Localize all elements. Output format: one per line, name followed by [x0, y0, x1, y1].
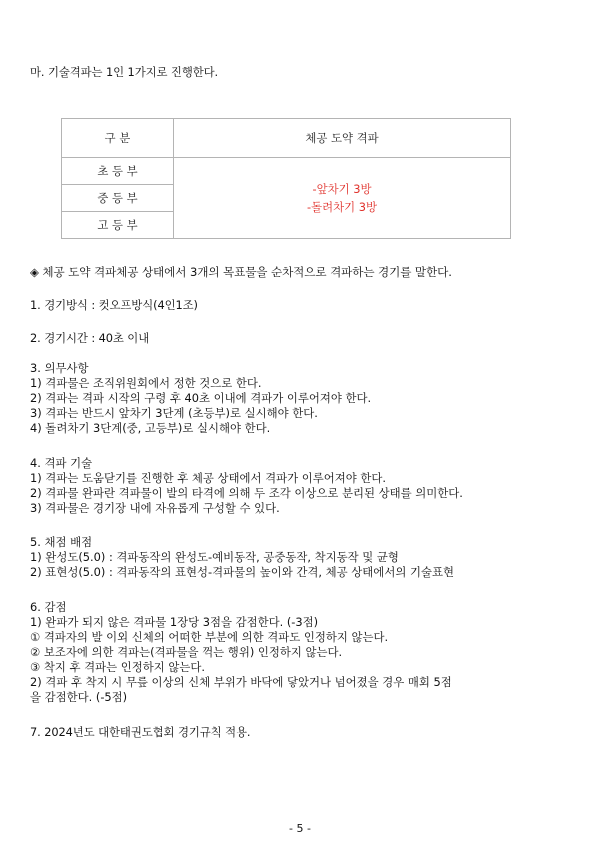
division-middle: 중 등 부 — [62, 185, 174, 212]
technique-title: 4. 격파 기술 — [30, 456, 93, 470]
deduction-item: 을 감점한다. (-5점) — [30, 690, 128, 704]
event-list-cell — [174, 158, 511, 239]
event-table — [61, 118, 511, 239]
technique-item: 1) 격파는 도움닫기를 진행한 후 체공 상태에서 격파가 이루어져야 한다. — [30, 471, 386, 485]
scoring-item: 2) 표현성(5.0) : 격파동작의 표현성-격파물의 높이와 간격, 체공 상태에서의 기술표현 — [30, 565, 454, 579]
deduction-section — [30, 600, 590, 705]
intro-text: 마. 기술격파는 1인 1가지로 진행한다. — [30, 65, 219, 79]
technique-item: 2) 격파물 완파란 격파물이 발의 타격에 의해 두 조각 이상으로 분리된 상태를 의미한다. — [30, 486, 463, 500]
technique-item: 3) 격파물은 경기장 내에 자유롭게 구성할 수 있다. — [30, 501, 280, 515]
header-event: 체공 도약 격파 — [174, 119, 511, 158]
deduction-item: 1) 완파가 되지 않은 격파물 1장당 3점을 감점한다. (-3점) — [30, 615, 319, 629]
time-text: 2. 경기시간 : 40초 이내 — [30, 331, 150, 345]
table-row — [62, 158, 511, 185]
duty-item: 3) 격파는 반드시 앞차기 3단계 (초등부)로 실시해야 한다. — [30, 406, 318, 420]
scoring-section — [30, 535, 590, 580]
technique-section — [30, 456, 590, 516]
division-high: 고 등 부 — [62, 212, 174, 239]
duty-item: 2) 격파는 격파 시작의 구령 후 40초 이내에 격파가 이루어져야 한다. — [30, 391, 372, 405]
summary-text: ◈ 체공 도약 격파체공 상태에서 3개의 목표물을 순차적으로 격파하는 경기를 말한다. — [30, 265, 452, 279]
duties-title: 3. 의무사항 — [30, 361, 89, 375]
event-front-kick: -앞차기 3방 — [312, 182, 372, 196]
table-header-row — [62, 119, 511, 158]
deduction-item: ① 격파자의 발 이외 신체의 어떠한 부분에 의한 격파도 인정하지 않는다. — [30, 630, 389, 644]
division-elementary: 초 등 부 — [62, 158, 174, 185]
header-category: 구 분 — [62, 119, 174, 158]
deduction-title: 6. 감점 — [30, 600, 67, 614]
duty-item: 4) 돌려차기 3단계(중, 고등부)로 실시해야 한다. — [30, 421, 271, 435]
deduction-item: 2) 격파 후 착지 시 무릎 이상의 신체 부위가 바닥에 닿았거나 넘어졌을 경우 매회 5점 — [30, 675, 452, 689]
deduction-item: ③ 착지 후 격파는 인정하지 않는다. — [30, 660, 205, 674]
duty-item: 1) 격파물은 조직위원회에서 정한 것으로 한다. — [30, 376, 262, 390]
event-roundhouse-kick: -돌려차기 3방 — [307, 200, 377, 214]
duties-section — [30, 361, 590, 436]
rule-text: 7. 2024년도 대한태권도협회 경기규칙 적용. — [30, 725, 251, 739]
scoring-title: 5. 채점 배점 — [30, 535, 93, 549]
page-number: - 5 - — [289, 822, 311, 835]
scoring-item: 1) 완성도(5.0) : 격파동작의 완성도-예비동작, 공중동작, 착지동작 및 균형 — [30, 550, 399, 564]
method-text: 1. 경기방식 : 컷오프방식(4인1조) — [30, 298, 198, 312]
deduction-item: ② 보조자에 의한 격파는(격파물을 꺽는 행위) 인정하지 않는다. — [30, 645, 343, 659]
